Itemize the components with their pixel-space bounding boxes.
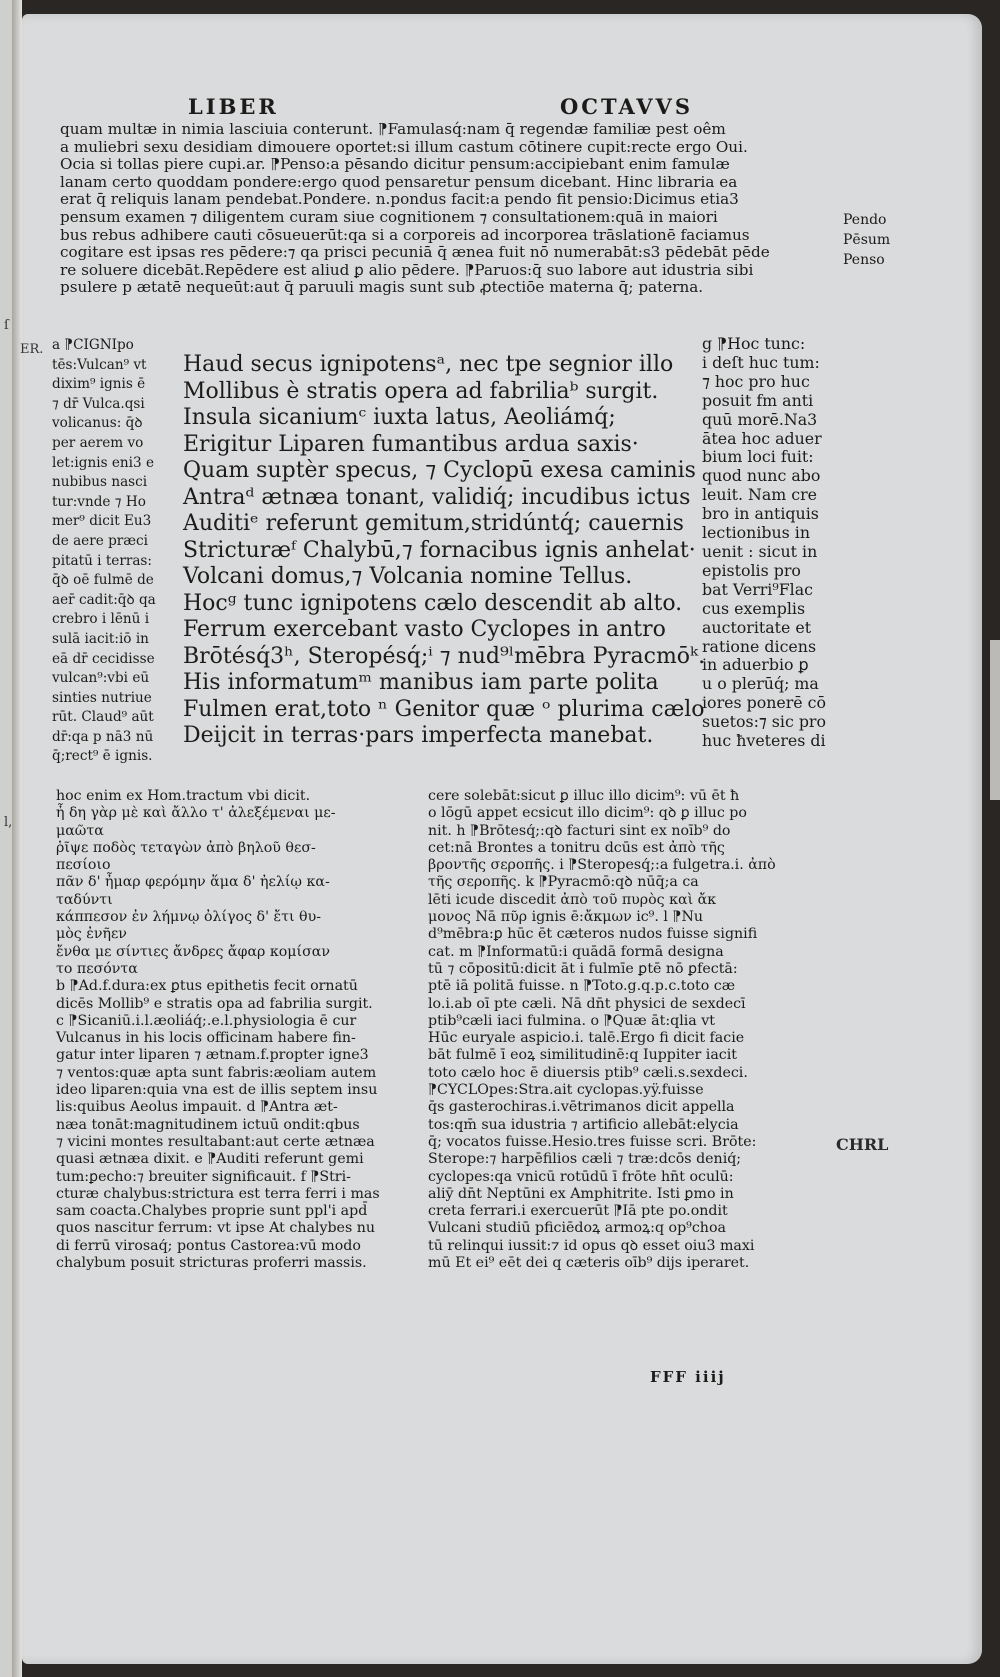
gloss-line: volicanus: q̄ꝺ	[52, 415, 143, 432]
commentary-line: βροντῆς σεροπῆς. i ⁋Steropesq́;:a fulgetra.i. ἀπὸ	[428, 857, 776, 874]
gloss-line: crebro i lēnū i	[52, 611, 150, 628]
gloss-line: quod nunc abo	[702, 466, 821, 486]
verse-line: Quam suptèr specus, ⁊ Cyclopū exesa caminis	[183, 458, 696, 483]
commentary-line: lanam certo quoddam pondere:ergo quod pensaretur pensum dicebant. Hinc libraria ea	[60, 172, 738, 191]
commentary-line: ptē iā politā fuisse. n ⁋Toto.g.q.p.c.toto cæ	[428, 978, 736, 995]
gloss-line: rūt. Claud⁹ aūt	[52, 709, 154, 726]
commentary-line: ptib⁹cæli iaci fulmina. o ⁋Quæ āt:qlia vt	[428, 1012, 715, 1029]
verse-line: Deijcit in terras·pars imperfecta manebat.	[183, 723, 654, 748]
commentary-line: Vulcanus in his locis officinam habere fin-	[56, 1030, 356, 1047]
gloss-line: nubibus nasci	[52, 474, 148, 491]
commentary-line: cogitare est ipsas res pēdere:⁊ qa prisci pecuniā q̄ ænea fuit nō numerabāt:s3 pēdebāt pēde	[60, 243, 770, 262]
commentary-line: bāt fulmē ī eoꝝ similitudinē:q Iuppiter iacit	[428, 1047, 737, 1064]
book-spine-shadow	[12, 0, 22, 1677]
commentary-line: quos nascitur ferrum: vt ipse At chalybes nu	[56, 1220, 376, 1237]
commentary-line: nit. h ⁋Brōtesq́;:qꝺ facturi sint ex noīb⁹ do	[428, 822, 731, 839]
commentary-line: q̄s gasterochiras.i.vētrimanos dicit appella	[428, 1099, 735, 1116]
commentary-line: a muliebri sexu desidiam dimouere oportet:si illum castum cōtinere cupit:recte ergo Oui.	[60, 137, 748, 156]
gloss-line: let:ignis eni3 e	[52, 454, 155, 471]
commentary-line: q̄; vocatos fuisse.Hesio.tres fuisse scri. Brōte:	[428, 1133, 757, 1150]
commentary-line: ideo liparen:quia vna est de illis septem insu	[56, 1082, 378, 1099]
commentary-line: chalybum posuit stricturas proferri massis.	[56, 1255, 367, 1272]
gloss-line: q̄ꝺ oē fulmē de	[52, 572, 154, 589]
gloss-line: in aduerbio ꝑ	[702, 655, 809, 675]
commentary-line: quam multæ in nimia lasciuia conterunt. ⁋Famulasq́:nam q̄ regendæ familiæ pest oêm	[60, 120, 726, 138]
lower-right-commentary	[428, 788, 776, 1272]
commentary-line: κάππεσον ἐν λήμνῳ ὀλίγος δ' ἔτι θυ-	[56, 909, 321, 926]
gloss-line: ātea hoc aduer	[702, 428, 822, 448]
commentary-line: creta ferrari.i exercuerūt ⁋Iā pte po.ondit	[428, 1203, 728, 1220]
commentary-line: pensum examen ⁊ diligentem curam siue cognitionem ⁊ consultationem:quā in maiori	[60, 207, 718, 226]
verse-line: Brōtésq́3ʰ, Steropésq́;ⁱ ⁊ nud⁹ˡmēbra Pyracmōᵏ.	[183, 643, 706, 669]
gloss-line: bium loci fuit:	[702, 447, 814, 467]
verse-line: Fulmen erat,toto ⁿ Genitor quæ ᵒ plurima cælo	[183, 696, 705, 722]
verse-line: Hocᵍ tunc ignipotens cælo descendit ab alto.	[183, 590, 683, 616]
gloss-line: q̄;rect⁹ ē ignis.	[52, 748, 153, 765]
commentary-line: ⁊ ventos:quæ apta sunt fabris:æoliam autem	[56, 1064, 377, 1081]
verse-line: Volcani domus,⁊ Volcania nomine Tellus.	[183, 564, 633, 589]
commentary-line: psulere p ætatē nequeūt:aut q̄ paruuli magis sunt sub ꝓtectiōe materna q̄; paterna.	[60, 278, 704, 297]
running-head-right: OCTAVVS	[560, 94, 694, 119]
gloss-line: g ⁋Hoc tunc:	[702, 334, 806, 353]
gloss-line: tur:vnde ⁊ Ho	[52, 493, 146, 510]
gloss-line: de aere præci	[52, 532, 149, 549]
commentary-line: τῆς σεροπῆς. k ⁋Pyracmō:qꝺ nūq̄;a ca	[428, 874, 699, 891]
gloss-line: mer⁹ dicit Eu3	[52, 513, 152, 530]
commentary-line: di ferrū virosaq́; pontus Castorea:vū modo	[56, 1237, 361, 1254]
ink-stamp: CHRL	[836, 1135, 889, 1154]
main-verse-text	[183, 352, 705, 750]
commentary-line: πεσίοιο	[56, 857, 111, 874]
commentary-line: dicēs Mollib⁹ e stratis opa ad fabrilia surgit.	[56, 995, 373, 1012]
gloss-line: tēs:Vulcan⁹ vt	[52, 356, 147, 373]
margin-note: Pendo	[843, 212, 887, 228]
commentary-line: ⁊ vicini montes resultabant:aut certe ætnæa	[56, 1133, 375, 1150]
gloss-line: cus exemplis	[702, 598, 806, 618]
commentary-line: cturæ chalybus:strictura est terra ferri i mas	[56, 1185, 380, 1202]
commentary-line: μονος Nā πῦρ ignis ē:ἄκμων ic⁹. l ⁋Nu	[428, 909, 704, 926]
verse-line: Insula sicaniumᶜ iuxta latus, Aeoliámq́;	[183, 405, 616, 430]
commentary-line: ⁋CYCLOpes:Stra.ait cyclopas.yÿ.fuisse	[428, 1082, 704, 1099]
commentary-line: cat. m ⁋Informatū:i quādā formā designa	[428, 943, 724, 960]
running-head-left: LIBER	[188, 94, 279, 119]
left-edge-fragment-1: ſ	[4, 318, 9, 333]
commentary-line: b ⁋Ad.f.dura:ex ꝑtus epithetis fecit ornatū	[56, 978, 358, 995]
gloss-line: i deſt huc tum:	[702, 352, 820, 372]
gloss-line: quū morē.Na3	[702, 409, 818, 429]
commentary-line: tū relinqui iussit:⁊ id opus qꝺ esset oiu3 maxi	[428, 1237, 755, 1254]
commentary-line: re soluere dicebāt.Repēdere est aliud ꝑ alio pēdere. ⁋Paruos:q̄ suo labore aut idustria sibi	[60, 260, 754, 279]
gloss-line: epistolis pro	[702, 560, 801, 580]
gloss-line: bat Verri⁹Flac	[702, 579, 813, 599]
gloss-line: ⁊ hoc pro huc	[702, 371, 810, 391]
gloss-line: sinties nutriue	[52, 689, 152, 706]
gloss-line: a ⁋CIGNIpo	[52, 337, 134, 353]
margin-note: Pēsum	[843, 232, 891, 248]
commentary-line: bus rebus adhibere cauti cōsueuerūt:qa si a corporeis ad incorporea trāslationē faciamus	[60, 225, 750, 244]
gloss-line: auctoritate et	[702, 617, 812, 637]
left-edge-fragment-2: ER.	[20, 342, 44, 357]
commentary-line: lo.i.ab oī pte cæli. Nā dn̄t physici de sexdecī	[428, 995, 746, 1012]
gloss-line: eā dr̄ cecidisse	[52, 650, 155, 667]
commentary-line: ἔνθα με σίντιες ἄνδρες ἄφαρ κομίσαν	[56, 943, 330, 960]
commentary-line: gatur inter liparen ⁊ ætnam.f.propter igne3	[56, 1047, 369, 1064]
commentary-line: μὸς ἐνῆεν	[56, 926, 127, 943]
gloss-line: pitatū i terras:	[52, 552, 152, 569]
gloss-line: posuit fm anti	[702, 390, 814, 410]
margin-note: Penso	[843, 252, 885, 268]
commentary-line: quasi ætnæa dixit. e ⁋Auditi referunt gemi	[56, 1151, 364, 1168]
gloss-line: aer̄ cadit:q̄ꝺ qa	[52, 591, 156, 608]
commentary-line: tū ⁊ cōpositū:dicit āt i fulmīe ꝑtē nō ꝑfectā:	[428, 960, 738, 977]
commentary-line: hoc enim ex Hom.tractum vbi dicit.	[56, 788, 311, 804]
lower-left-commentary	[56, 788, 380, 1272]
verse-line: Stricturæᶠ Chalybū,⁊ fornacibus ignis anhelat·	[183, 537, 696, 563]
commentary-line: lēti icude discedit ἀπὸ τοῦ πυρὸς καὶ ἄκ	[428, 891, 717, 908]
commentary-line: ταδύντι	[56, 891, 113, 908]
verse-line: His informatumᵐ manibus iam parte polita	[183, 670, 659, 695]
gloss-line: lectionibus in	[702, 523, 811, 543]
gloss-line: u o plerūq́; ma	[702, 674, 819, 694]
commentary-line: d⁹mēbra:ꝑ hūc ēt cæteros nudos fuisse signifi	[428, 926, 758, 943]
verse-line: Antraᵈ ætnæa tonant, validiq́; incudibus ictus	[183, 484, 691, 510]
commentary-line: Hūc euryale aspicio.i. talē.Ergo fi dicit facie	[428, 1030, 745, 1047]
commentary-line: tum:ꝑecho:⁊ breuiter significauit. f ⁋Stri-	[56, 1168, 351, 1185]
commentary-line: ῥῖψε ποδὸς τεταγὼν ἀπὸ βηλοῦ θεσ-	[56, 839, 316, 856]
verse-line: Erigitur Liparen fumantibus ardua saxis·	[183, 431, 639, 457]
gloss-line: ratione dicens	[702, 636, 817, 656]
commentary-line: Vulcani studiū pficiēdoꝝ armoꝝ:q op⁹choa	[428, 1220, 726, 1237]
commentary-line: lis:quibus Aeolus impauit. d ⁋Antra æt-	[56, 1099, 338, 1116]
commentary-line: το πεσόντα	[56, 960, 138, 977]
commentary-line: næa tonāt:magnitudinem ictuū ondit:qbus	[56, 1116, 360, 1133]
verse-line: Haud secus ignipotensᵃ, nec tpe segnior illo	[183, 352, 674, 377]
commentary-line: aliȳ dn̄t Neptūni ex Amphitrite. Isti ꝑmo in	[428, 1185, 734, 1202]
left-gloss-column	[52, 336, 156, 767]
commentary-line: Sterope:⁊ harpēfilios cæli ⁊ træ:dcōs deniq́;	[428, 1151, 742, 1168]
gloss-line: leuit. Nam cre	[702, 485, 818, 505]
left-edge-fragment-3: l,	[4, 815, 13, 830]
verse-line: Mollibus è stratis opera ad fabriliaᵇ surgit.	[183, 378, 659, 404]
commentary-line: mū Et ei⁹ eēt dei q cæteris oīb⁹ dijs iperaret.	[428, 1255, 750, 1272]
verse-line: Ferrum exercebant vasto Cyclopes in antro	[183, 617, 666, 642]
commentary-line: cet:nā Brontes a tonitru dcūs est ἀπὸ τῆς	[428, 839, 725, 856]
commentary-line: Ocia si tollas piere cupi.ar. ⁋Penso:a pēsando dicitur pensum:accipiebant enim famulæ	[60, 155, 730, 174]
top-commentary	[60, 121, 770, 297]
gloss-line: dr̄:qa p nā3 nū	[52, 728, 154, 745]
gloss-line: per aerem vo	[52, 434, 144, 451]
gloss-line: huc ħveteres di	[702, 731, 826, 751]
verse-line: Auditiᵉ referunt gemitum,stridúntq́; cauernis	[183, 511, 684, 536]
gloss-line: suetos:⁊ sic pro	[702, 712, 826, 732]
commentary-line: ἦ δη γὰρ μὲ καὶ ἄλλο τ' ἀλεξέμεναι με-	[56, 805, 336, 822]
commentary-line: μαῶτα	[56, 822, 104, 839]
commentary-line: cyclopes:qa vnicū rotūdū ī frōte hn̄t oculū:	[428, 1168, 734, 1185]
commentary-line: sam coacta.Chalybes proprie sunt ppl'i apd̄	[56, 1203, 368, 1220]
gloss-line: bro in antiquis	[702, 504, 819, 524]
gloss-line: dixim⁹ ignis ē	[52, 376, 146, 393]
gloss-line: sulā iacit:iō in	[52, 630, 149, 647]
commentary-line: erat q̄ reliquis lanam pendebat.Pondere. n.pondus facit:a pendo fit pensio:Dicimus etia3	[60, 190, 739, 209]
page-tab-marker	[990, 640, 1000, 800]
commentary-line: toto cælo hoc ē diuersis ptib⁹ cæli.s.sexdeci.	[428, 1064, 748, 1081]
signature-mark: FFF iiij	[650, 1368, 726, 1386]
right-margin-notes	[843, 210, 890, 270]
commentary-line: tos:qm̄ sua idustria ⁊ artificio allebāt:elycia	[428, 1116, 739, 1133]
gloss-line: vulcan⁹:vbi eū	[52, 670, 150, 687]
gloss-line: uenit : sicut in	[702, 541, 818, 561]
commentary-line: c ⁋Sicaniū.i.l.æoliáq́;.e.l.physiologia ē cur	[56, 1012, 357, 1029]
commentary-line: o lōgū appet ecsicut illo dicim⁹: qꝺ ꝑ illuc po	[428, 805, 747, 822]
commentary-line: cere solebāt:sicut ꝑ illuc illo dicim⁹: vū ēt ħ	[428, 788, 740, 804]
commentary-line: πᾶν δ' ἦμαρ φερόμην ἅμα δ' ἠελίῳ κα-	[56, 874, 330, 891]
right-gloss-column	[702, 335, 826, 751]
gloss-line: iores ponerē cō	[702, 693, 827, 713]
gloss-line: ⁊ dr̄ Vulca.qsi	[52, 395, 145, 412]
